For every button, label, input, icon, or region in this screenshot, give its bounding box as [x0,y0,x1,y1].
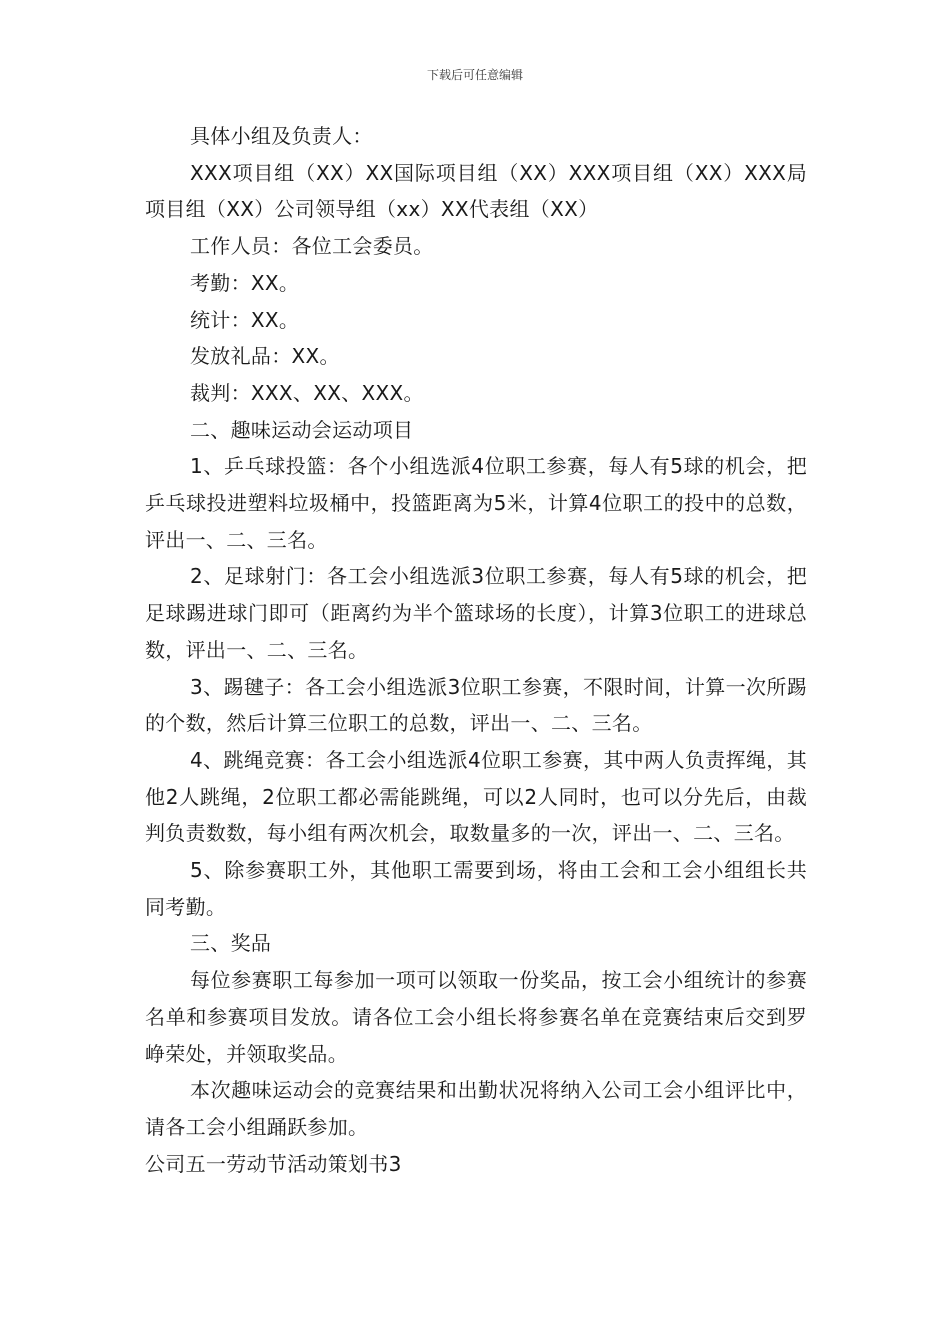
paragraph-event-1: 1、乒乓球投篮：各个小组选派4位职工参赛，每人有5球的机会，把乒乓球投进塑料垃圾桶中，投篮距离为5米，计算4位职工的投中的总数，评出一、二、三名。 [145,454,807,552]
document-title-next: 公司五一劳动节活动策划书3 [145,1151,402,1176]
paragraph-prizes: 每位参赛职工每参加一项可以领取一份奖品，按工会小组统计的参赛名单和参赛项目发放。请各位工会小组长将参赛名单在竞赛结束后交到罗峥荣处，并领取奖品。 [145,968,807,1066]
paragraph-statistics: 统计：XX。 [190,307,300,332]
paragraph-group-heading: 具体小组及负责人： [190,124,373,148]
section-heading-events: 二、趣味运动会运动项目 [190,417,414,442]
paragraph-attendance: 考勤：XX。 [190,270,300,295]
page-header: 下载后可任意编辑 [426,68,523,82]
section-heading-prizes: 三、奖品 [190,931,272,956]
paragraph-referee: 裁判：XXX、XX、XXX。 [190,380,424,405]
paragraph-group-list: XXX项目组（XX）XX国际项目组（XX）XXX项目组（XX）XXX局项目组（XX）公司领导组（xx）XX代表组（XX） [145,160,807,222]
paragraph-gifts: 发放礼品：XX。 [190,344,340,369]
document-body [145,118,807,1182]
paragraph-event-5: 5、除参赛职工外，其他职工需要到场，将由工会和工会小组组长共同考勤。 [145,858,807,919]
paragraph-event-4: 4、跳绳竞赛：各工会小组选派4位职工参赛，其中两人负责挥绳，其他2人跳绳，2位职工都必需能跳绳，可以2人同时，也可以分先后，由裁判负责数数，每小组有两次机会，取数量多的一次，评出一、二、三名。 [145,747,807,846]
paragraph-event-3: 3、踢毽子：各工会小组选派3位职工参赛，不限时间，计算一次所踢的个数，然后计算三位职工的总数，评出一、二、三名。 [145,674,807,736]
paragraph-event-2: 2、足球射门：各工会小组选派3位职工参赛，每人有5球的机会，把足球踢进球门即可（距离约为半个篮球场的长度），计算3位职工的进球总数，评出一、二、三名。 [145,564,807,662]
paragraph-staff: 工作人员：各位工会委员。 [190,234,434,259]
paragraph-closing: 本次趣味运动会的竞赛结果和出勤状况将纳入公司工会小组评比中，请各工会小组踊跃参加。 [145,1078,807,1139]
